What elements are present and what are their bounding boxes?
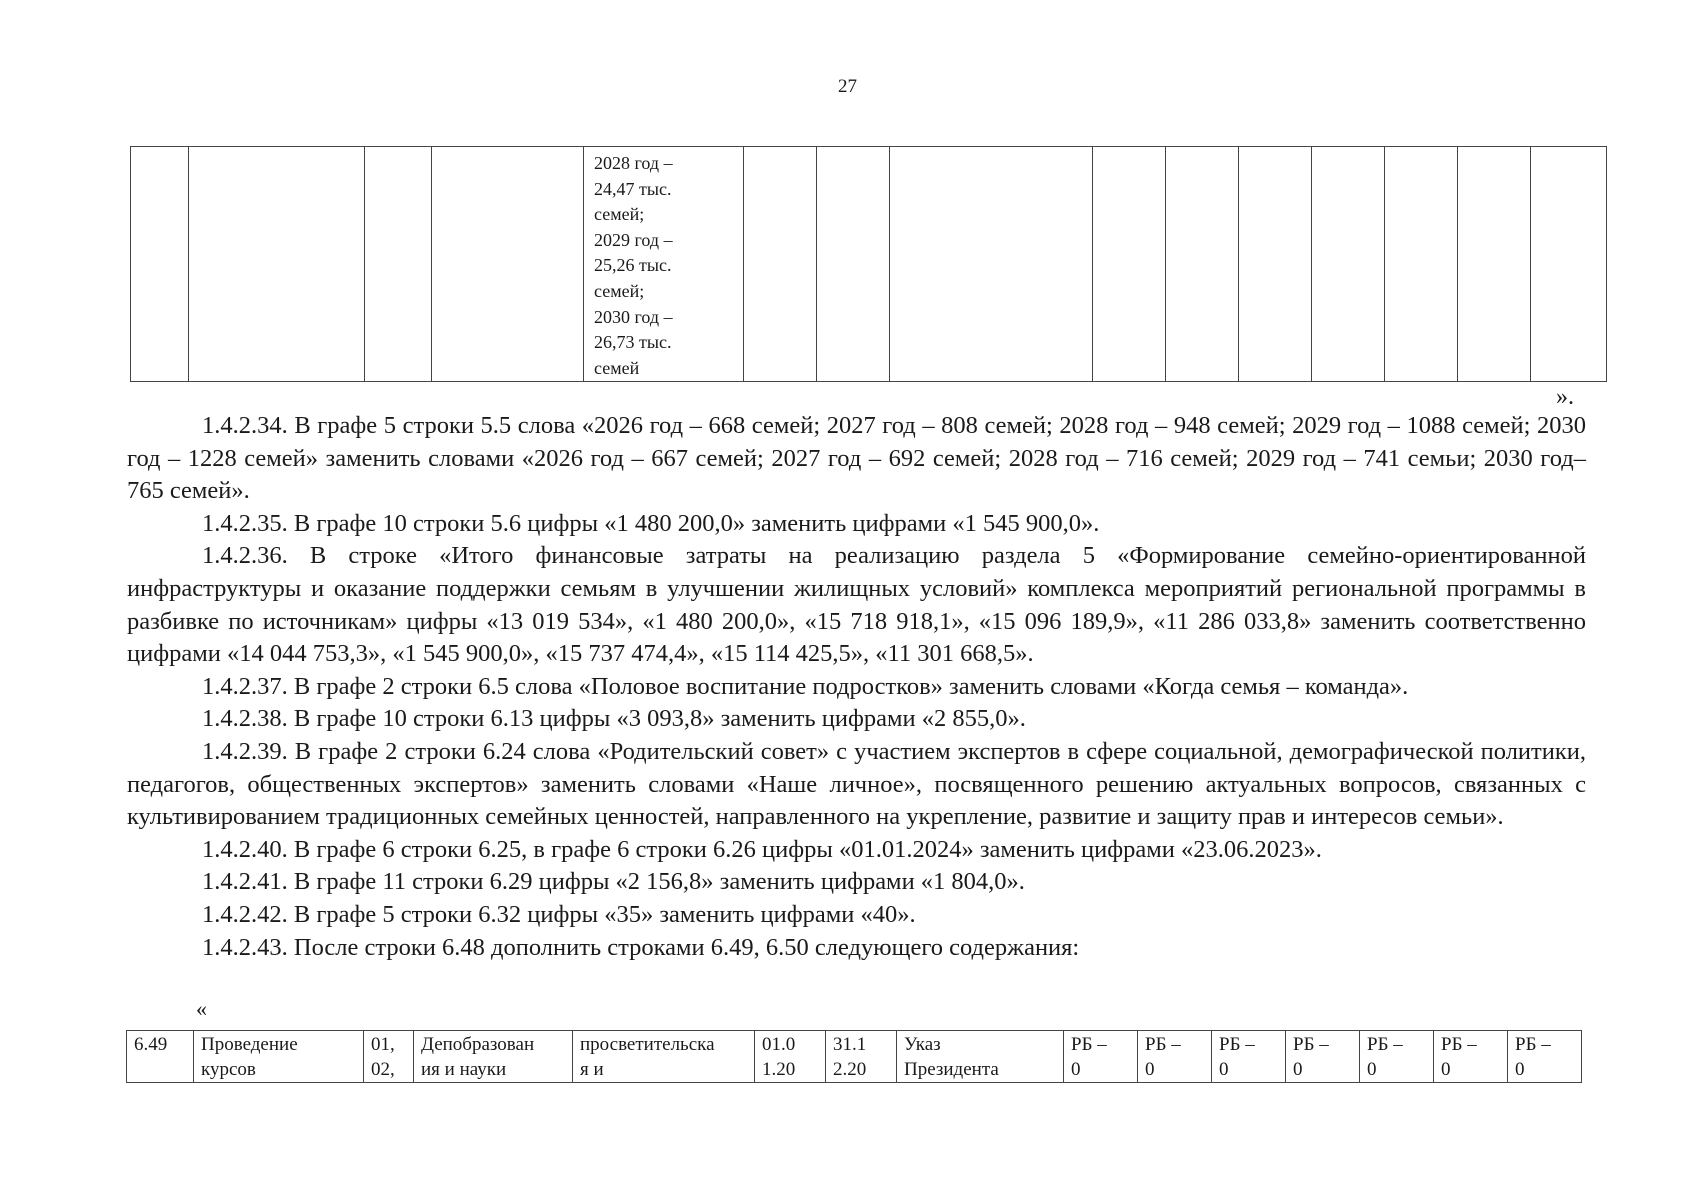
opening-quote: «: [196, 996, 207, 1021]
funding-cell: [1138, 1031, 1212, 1083]
table-cell: [365, 147, 432, 382]
paragraph-1-4-2-43: 1.4.2.43. После строки 6.48 дополнить строками 6.49, 6.50 следующего содержания:: [202, 933, 1080, 961]
cell-line: 2.20: [833, 1059, 867, 1080]
paragraph-1-4-2-34: 1.4.2.34. В графе 5 строки 5.5 слова «2026 год – 668 семей; 2027 год – 808 семей; 2028 год – 948 семей; 2029 год – 1088 семей; 2030 год – 1228 семей» заменить словами «2026 год – 667 семей; 2027 год – 692 семей; 2028 год – 716 семей; 2029 год – 741 семьи; 2030 год– 765 семей».: [127, 412, 1586, 505]
cell-line: 0: [1441, 1059, 1451, 1080]
table-cell: [131, 147, 189, 382]
cell-line: 01,: [371, 1034, 395, 1055]
cell-line: 0: [1293, 1059, 1303, 1080]
table-cell: [1093, 147, 1166, 382]
cell-line: семей;: [594, 204, 645, 225]
top-table: [130, 146, 1607, 382]
table-cell: [364, 1031, 414, 1083]
cell-line: я и: [580, 1059, 604, 1080]
cell-line: 0: [1367, 1059, 1377, 1080]
table-cell: [890, 147, 1093, 382]
cell-line: 26,73 тыс.: [594, 332, 672, 353]
cell-line: 0: [1515, 1059, 1525, 1080]
cell-line: просветительска: [580, 1034, 715, 1055]
cell-line: 0: [1145, 1059, 1155, 1080]
paragraph-1-4-2-41: 1.4.2.41. В графе 11 строки 6.29 цифры «2 156,8» заменить цифрами «1 804,0».: [202, 868, 1025, 896]
cell-line: Указ: [904, 1034, 941, 1055]
table-cell: [1312, 147, 1385, 382]
table-cell: [189, 147, 365, 382]
cell-line: Проведение: [201, 1034, 298, 1055]
table-row: [131, 147, 1607, 382]
end-date-cell: [826, 1031, 897, 1083]
table-cell: [744, 147, 817, 382]
cell-line: РБ –: [1441, 1034, 1477, 1055]
cell-line: 0: [1219, 1059, 1229, 1080]
paragraph-1-4-2-35: 1.4.2.35. В графе 10 строки 5.6 цифры «1 480 200,0» заменить цифрами «1 545 900,0».: [202, 509, 1100, 537]
funding-cell: [1286, 1031, 1360, 1083]
cell-line: РБ –: [1367, 1034, 1403, 1055]
cell-line: Депобразован: [421, 1034, 535, 1055]
bottom-table: [126, 1030, 1582, 1083]
cell-line: РБ –: [1219, 1034, 1255, 1055]
table-cell: [432, 147, 584, 382]
funding-cell: [1360, 1031, 1434, 1083]
table-cell: [1166, 147, 1239, 382]
cell-line: РБ –: [1145, 1034, 1181, 1055]
table-cell: [194, 1031, 364, 1083]
cell-line: 25,26 тыс.: [594, 255, 672, 276]
table-cell: [1531, 147, 1607, 382]
start-date-cell: [755, 1031, 826, 1083]
cell-line: семей;: [594, 280, 645, 301]
paragraph-1-4-2-40: 1.4.2.40. В графе 6 строки 6.25, в графе 6 строки 6.26 цифры «01.01.2024» заменить цифрами «23.06.2023».: [202, 835, 1322, 863]
paragraph-1-4-2-39: 1.4.2.39. В графе 2 строки 6.24 слова «Родительский совет» с участием экспертов в сфере социальной, демографической политики, педагогов, общественных экспертов» заменить словами «Наше личное», посвященного решению актуальных вопросов, связанных с культивированием традиционных семейных ценностей, направленного на укрепление, развитие и защиту прав и интересов семьи».: [127, 737, 1586, 831]
table-cell: [1239, 147, 1312, 382]
funding-cell: [1064, 1031, 1138, 1083]
funding-cell: [1434, 1031, 1508, 1083]
cell-line: 02,: [371, 1059, 395, 1080]
cell-line: семей: [594, 357, 640, 378]
table-cell: [414, 1031, 573, 1083]
cell-line: РБ –: [1293, 1034, 1329, 1055]
cell-line: 31.1: [833, 1034, 867, 1055]
table-cell: [1458, 147, 1531, 382]
table-row: [127, 1031, 1582, 1083]
paragraph-1-4-2-36: 1.4.2.36. В строке «Итого финансовые затраты на реализацию раздела 5 «Формирование семейно-ориентированной инфраструктуры и оказание поддержки семьям в улучшении жилищных условий» комплекса мероприятий региональной программы в разбивке по источникам» цифры «13 019 534», «1 480 200,0», «15 718 918,1», «15 096 189,9», «11 286 033,8» заменить соответственно цифрами «14 044 753,3», «1 545 900,0», «15 737 474,4», «15 114 425,5», «11 301 668,5».: [127, 542, 1586, 668]
table-cell: [897, 1031, 1064, 1083]
cell-line: 2030 год –: [594, 306, 673, 327]
cell-line: РБ –: [1515, 1034, 1551, 1055]
cell-line: 6.49: [134, 1034, 168, 1055]
table-cell: [573, 1031, 755, 1083]
paragraph-1-4-2-38: 1.4.2.38. В графе 10 строки 6.13 цифры «3 093,8» заменить цифрами «2 855,0».: [202, 705, 1026, 733]
cell-line: 24,47 тыс.: [594, 178, 672, 199]
cell-line: 1.20: [762, 1059, 796, 1080]
row-number-cell: [127, 1031, 194, 1083]
families-forecast-cell: [584, 147, 744, 382]
cell-line: 01.0: [762, 1034, 796, 1055]
paragraph-1-4-2-42: 1.4.2.42. В графе 5 строки 6.32 цифры «35» заменить цифрами «40».: [202, 900, 916, 928]
closing-quote: ».: [1556, 384, 1574, 410]
table-cell: [1385, 147, 1458, 382]
cell-line: 2028 год –: [594, 153, 673, 173]
table-cell: [817, 147, 890, 382]
cell-line: ия и науки: [421, 1059, 507, 1080]
cell-line: 0: [1071, 1059, 1081, 1080]
funding-cell: [1508, 1031, 1582, 1083]
amendments-text: [127, 410, 1586, 964]
paragraph-1-4-2-37: 1.4.2.37. В графе 2 строки 6.5 слова «Половое воспитание подростков» заменить словами «Когда семья – команда».: [202, 672, 1409, 700]
cell-line: Президента: [904, 1059, 999, 1080]
funding-cell: [1212, 1031, 1286, 1083]
cell-line: РБ –: [1071, 1034, 1107, 1055]
cell-line: 2029 год –: [594, 229, 673, 250]
cell-line: курсов: [201, 1059, 256, 1080]
page-number: 27: [838, 76, 857, 97]
